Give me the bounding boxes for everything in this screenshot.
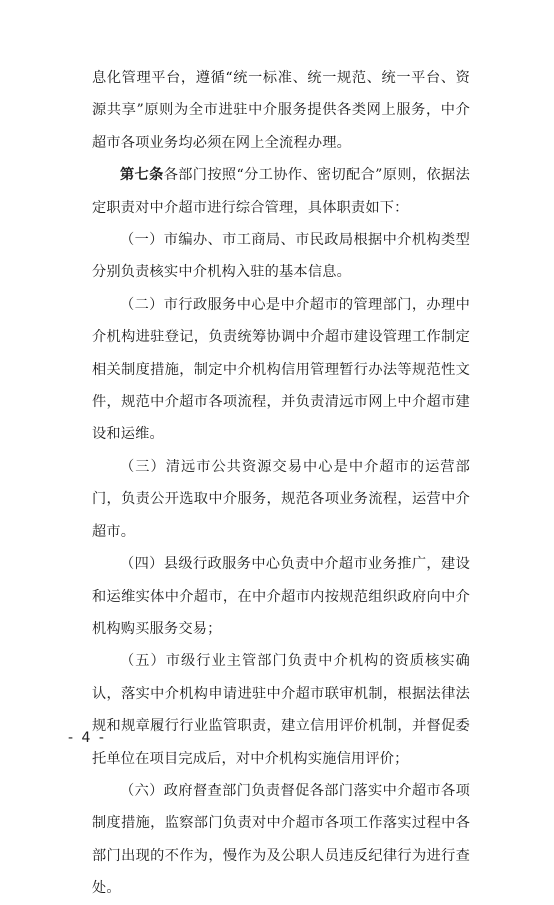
paragraph-item-6: （六）政府督查部门负责督促各部门落实中介超市各项制度措施，监察部门负责对中介超市各项工作落实过程中各部门出现的不作为，慢作为及公职人员违反纪律行为进行查处。 (92, 782, 470, 897)
paragraph-continuation: 息化管理平台，遵循“统一标准、统一规范、统一平台、资源共享”原则为全市进驻中介服务提供各类网上服务，中介超市各项业务均必须在网上全流程办理。 (92, 70, 470, 151)
paragraph-item-2: （二）市行政服务中心是中介超市的管理部门，办理中介机构进驻登记，负责统筹协调中介超市建设管理工作制定相关制度措施，制定中介机构信用管理暂行办法等规范性文件，规范中介超市各项流程，并负责清远市网上中介超市建设和运维。 (92, 296, 470, 443)
document-body (92, 62, 470, 905)
paragraph-item-3: （三）清远市公共资源交易中心是中介超市的运营部门，负责公开选取中介服务，规范各项业务流程，运营中介超市。 (92, 458, 470, 540)
paragraph-article-seven (92, 159, 470, 224)
article-seven-text: 各部门按照“分工协作、密切配合”原则，依据法定职责对中介超市进行综合管理，具体职责如下： (92, 167, 470, 216)
article-label: 第七条 (120, 167, 164, 184)
paragraph-item-5: （五）市级行业主管部门负责中介机构的资质核实确认，落实中介机构申请进驻中介超市联审机制，根据法律法规和规章履行行业监管职责，建立信用评价机制，并督促委托单位在项目完成后，对中介机构实施信用评价； (92, 653, 470, 767)
page-number: - 4 - (68, 730, 106, 746)
paragraph-item-4: （四）县级行政服务中心负责中介超市业务推广，建设和运维实体中介超市，在中介超市内按规范组织政府向中介机构购买服务交易； (92, 556, 470, 637)
paragraph-item-1: （一）市编办、市工商局、市民政局根据中介机构类型分别负责核实中介机构入驻的基本信息。 (92, 232, 470, 281)
